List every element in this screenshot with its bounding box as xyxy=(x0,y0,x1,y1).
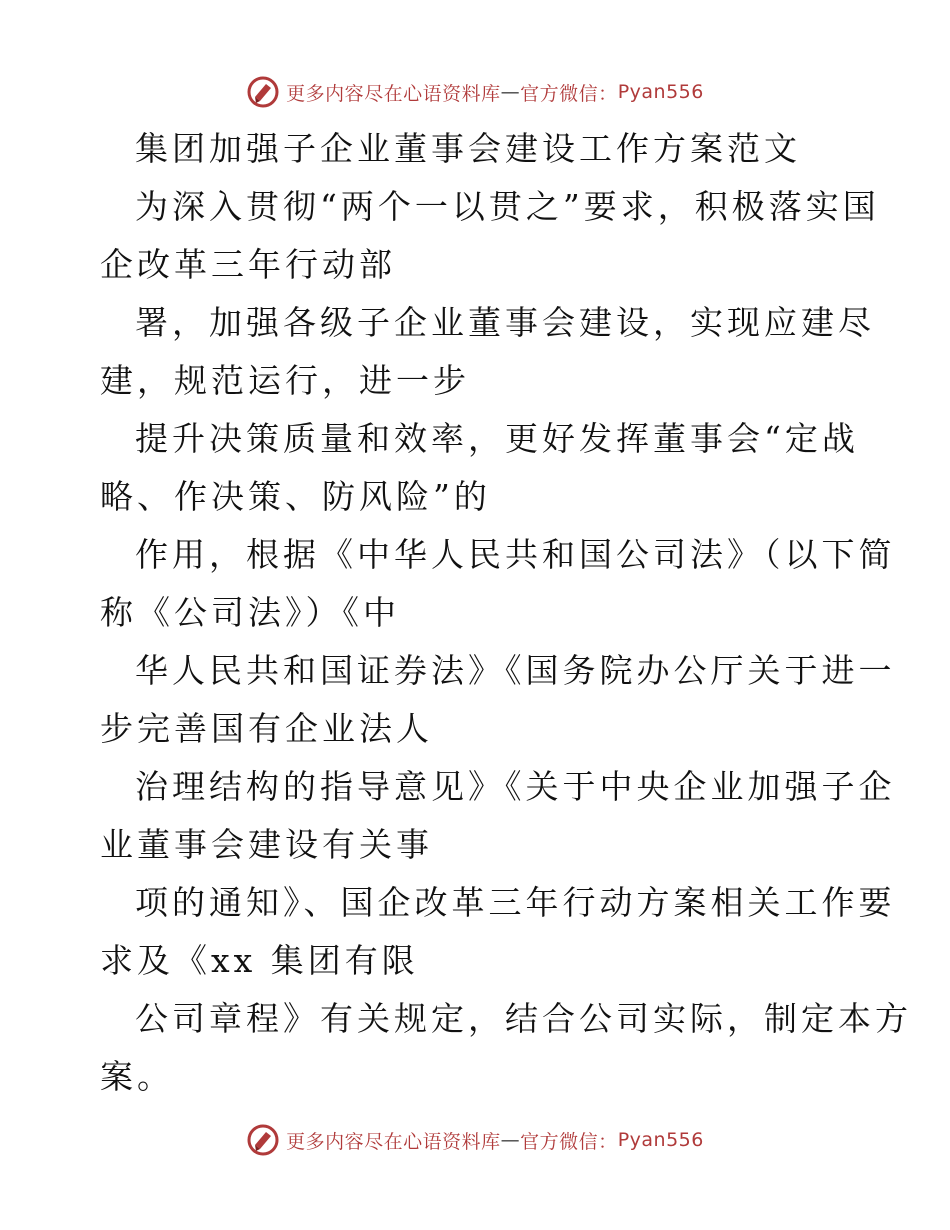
body-line: 步完善国有企业法人 xyxy=(100,709,433,748)
body-line: 企改革三年行动部 xyxy=(100,245,396,284)
body-line: 提升决策质量和效率，更好发挥董事会“定战 xyxy=(135,419,859,458)
body-line: 略、作决策、防风险”的 xyxy=(100,477,491,516)
banner-wechat-label: 官方微信： xyxy=(520,82,618,105)
banner-dash: — xyxy=(500,1129,521,1151)
brand-logo-icon xyxy=(246,75,280,109)
banner-main-text: 更多内容尽在心语资料库 xyxy=(286,1130,501,1153)
banner-wechat-id: Pyan556 xyxy=(617,81,704,103)
body-line: 作用，根据《中华人民共和国公司法》（以下简 xyxy=(135,535,896,574)
body-line: 华人民共和国证券法》《国务院办公厅关于进一 xyxy=(135,651,896,690)
banner-wechat-id: Pyan556 xyxy=(617,1129,704,1151)
header-watermark xyxy=(0,72,950,112)
banner-dash: — xyxy=(500,81,521,103)
body-line: 为深入贯彻“两个一以贯之”要求，积极落实国 xyxy=(135,187,880,226)
body-line: 署，加强各级子企业董事会建设，实现应建尽 xyxy=(135,303,875,342)
brand-logo-icon xyxy=(246,1123,280,1157)
body-line: 求及《xx 集团有限 xyxy=(100,941,419,980)
body-line: 建，规范运行，进一步 xyxy=(100,361,470,400)
body-line: 公司章程》有关规定，结合公司实际，制定本方 xyxy=(135,999,912,1038)
banner-main-text: 更多内容尽在心语资料库 xyxy=(286,82,501,105)
body-line: 称《公司法》）《中 xyxy=(100,593,400,632)
document-body xyxy=(100,120,912,1106)
body-line: 治理结构的指导意见》《关于中央企业加强子企 xyxy=(135,767,896,806)
document-title: 集团加强子企业董事会建设工作方案范文 xyxy=(135,129,801,168)
banner-wechat-label: 官方微信： xyxy=(520,1130,618,1153)
footer-watermark xyxy=(0,1120,950,1160)
body-line: 业董事会建设有关事 xyxy=(100,825,433,864)
body-line: 案。 xyxy=(100,1057,174,1096)
body-line: 项的通知》、国企改革三年行动方案相关工作要 xyxy=(135,883,896,922)
